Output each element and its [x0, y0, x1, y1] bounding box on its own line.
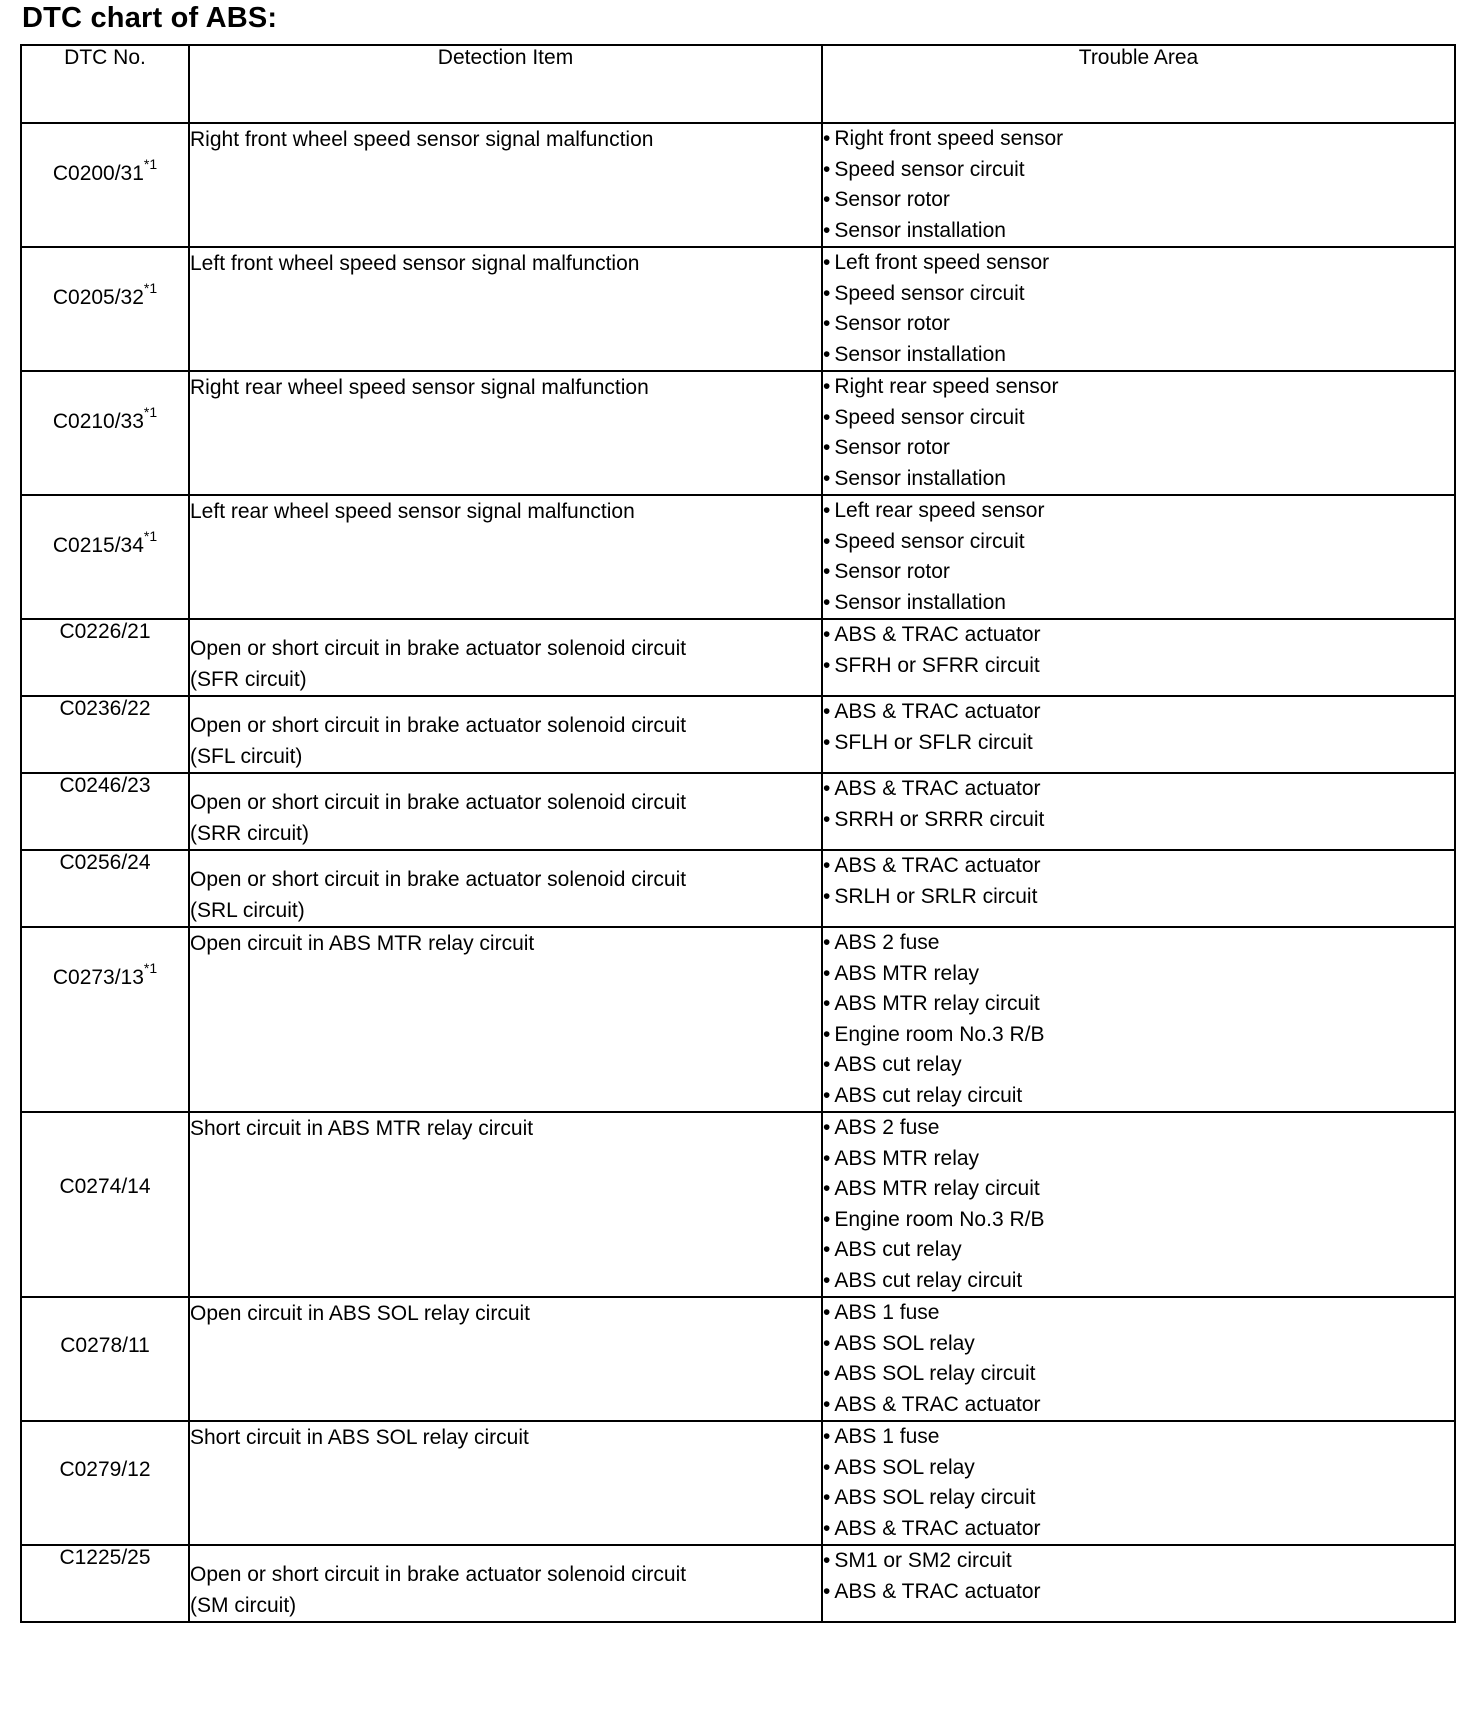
detection-item-cell	[189, 371, 822, 495]
trouble-area-item: • Left rear speed sensor	[823, 496, 1454, 527]
dtc-code-cell	[21, 495, 189, 619]
footnote-marker: *1	[143, 156, 158, 172]
trouble-area-item: • ABS SOL relay circuit	[823, 1483, 1454, 1514]
header-row	[21, 45, 1455, 123]
trouble-area-list	[823, 1546, 1454, 1607]
trouble-area-item: • Sensor installation	[823, 588, 1454, 619]
footnote-marker: *1	[143, 960, 158, 976]
trouble-area-item: • ABS 2 fuse	[823, 1113, 1454, 1144]
detection-item-line: (SFR circuit)	[190, 668, 307, 691]
trouble-area-list	[823, 851, 1454, 912]
page-title: DTC chart of ABS:	[22, 2, 278, 34]
footnote-marker: *1	[143, 528, 158, 544]
header-dtc-no: DTC No.	[21, 45, 189, 123]
detection-item-cell	[189, 1545, 822, 1622]
trouble-area-list	[823, 620, 1454, 681]
table-row	[21, 850, 1455, 927]
detection-item: Short circuit in ABS SOL relay circuit	[190, 1426, 529, 1449]
detection-item-cell	[189, 696, 822, 773]
trouble-area-list	[823, 928, 1454, 1111]
trouble-area-item: • Sensor installation	[823, 464, 1454, 495]
table-row	[21, 495, 1455, 619]
trouble-area-cell	[822, 696, 1455, 773]
trouble-area-list	[823, 496, 1454, 618]
detection-item: Right front wheel speed sensor signal malfunction	[190, 128, 654, 151]
trouble-area-item: • Sensor rotor	[823, 557, 1454, 588]
detection-item-cell	[189, 1297, 822, 1421]
detection-item: Open circuit in ABS SOL relay circuit	[190, 1302, 531, 1325]
table-row	[21, 696, 1455, 773]
table-row	[21, 371, 1455, 495]
dtc-code: C0273/13	[52, 966, 144, 989]
trouble-area-item: • Engine room No.3 R/B	[823, 1205, 1454, 1236]
trouble-area-item: • Sensor rotor	[823, 309, 1454, 340]
trouble-area-item: • SRRH or SRRR circuit	[823, 805, 1454, 836]
table-row	[21, 1297, 1455, 1421]
trouble-area-item: • ABS cut relay circuit	[823, 1081, 1454, 1112]
trouble-area-item: • ABS & TRAC actuator	[823, 774, 1454, 805]
trouble-area-cell	[822, 1421, 1455, 1545]
trouble-area-item: • Left front speed sensor	[823, 248, 1454, 279]
footnote-marker: *1	[143, 404, 158, 420]
trouble-area-item: • Sensor rotor	[823, 433, 1454, 464]
trouble-area-list	[823, 774, 1454, 835]
table-body	[21, 123, 1455, 1622]
detection-item: Right rear wheel speed sensor signal malfunction	[190, 376, 649, 399]
table-row	[21, 1545, 1455, 1622]
detection-item-cell	[189, 495, 822, 619]
trouble-area-cell	[822, 1112, 1455, 1297]
trouble-area-item: • Speed sensor circuit	[823, 155, 1454, 186]
trouble-area-list	[823, 1113, 1454, 1296]
trouble-area-item: • SFLH or SFLR circuit	[823, 728, 1454, 759]
trouble-area-cell	[822, 1297, 1455, 1421]
trouble-area-list	[823, 248, 1454, 370]
trouble-area-list	[823, 1422, 1454, 1544]
trouble-area-list	[823, 372, 1454, 494]
table-row	[21, 1421, 1455, 1545]
trouble-area-item: • Sensor installation	[823, 216, 1454, 247]
trouble-area-item: • Speed sensor circuit	[823, 527, 1454, 558]
detection-item: Open circuit in ABS MTR relay circuit	[190, 932, 535, 955]
dtc-code-cell	[21, 123, 189, 247]
dtc-code-cell	[21, 371, 189, 495]
trouble-area-item: • ABS SOL relay	[823, 1453, 1454, 1484]
trouble-area-cell	[822, 123, 1455, 247]
header-detection-item: Detection Item	[189, 45, 822, 123]
trouble-area-item: • ABS & TRAC actuator	[823, 1390, 1454, 1421]
dtc-code: C0210/33	[52, 410, 144, 433]
trouble-area-cell	[822, 850, 1455, 927]
trouble-area-item: • ABS & TRAC actuator	[823, 1514, 1454, 1545]
trouble-area-item: • Sensor rotor	[823, 185, 1454, 216]
detection-item-line: (SFL circuit)	[190, 745, 303, 768]
header-trouble-area: Trouble Area	[822, 45, 1455, 123]
detection-item-line: Open or short circuit in brake actuator solenoid circuit	[190, 637, 687, 660]
trouble-area-list	[823, 1298, 1454, 1420]
detection-item-line: (SRL circuit)	[190, 899, 305, 922]
trouble-area-item: • SM1 or SM2 circuit	[823, 1546, 1454, 1577]
table-row	[21, 927, 1455, 1112]
dtc-code-cell	[21, 850, 189, 927]
trouble-area-item: • ABS MTR relay	[823, 959, 1454, 990]
trouble-area-cell	[822, 495, 1455, 619]
trouble-area-item: • Speed sensor circuit	[823, 403, 1454, 434]
dtc-code-cell	[21, 773, 189, 850]
detection-item: Left front wheel speed sensor signal malfunction	[190, 252, 640, 275]
detection-item-cell	[189, 1421, 822, 1545]
trouble-area-item: • ABS 1 fuse	[823, 1422, 1454, 1453]
detection-item-line: Open or short circuit in brake actuator solenoid circuit	[190, 714, 687, 737]
dtc-code-cell	[21, 247, 189, 371]
dtc-code: C0246/23	[59, 774, 151, 797]
dtc-code-cell	[21, 1112, 189, 1297]
dtc-code: C0278/11	[60, 1334, 150, 1357]
dtc-code: C0279/12	[59, 1458, 151, 1481]
detection-item-line: Open or short circuit in brake actuator solenoid circuit	[190, 791, 687, 814]
trouble-area-list	[823, 697, 1454, 758]
detection-item: Short circuit in ABS MTR relay circuit	[190, 1117, 534, 1140]
trouble-area-item: • Speed sensor circuit	[823, 279, 1454, 310]
detection-item-line: (SRR circuit)	[190, 822, 309, 845]
table-row	[21, 619, 1455, 696]
trouble-area-item: • ABS SOL relay	[823, 1329, 1454, 1360]
dtc-code: C0256/24	[59, 851, 151, 874]
trouble-area-item: • Engine room No.3 R/B	[823, 1020, 1454, 1051]
trouble-area-item: • ABS 2 fuse	[823, 928, 1454, 959]
trouble-area-cell	[822, 371, 1455, 495]
trouble-area-cell	[822, 1545, 1455, 1622]
trouble-area-item: • ABS cut relay	[823, 1050, 1454, 1081]
dtc-code: C1225/25	[59, 1546, 151, 1569]
trouble-area-item: • ABS MTR relay circuit	[823, 1174, 1454, 1205]
dtc-code: C0200/31	[52, 162, 144, 185]
dtc-table	[20, 44, 1456, 1623]
trouble-area-item: • ABS cut relay circuit	[823, 1266, 1454, 1297]
trouble-area-cell	[822, 619, 1455, 696]
trouble-area-item: • Right front speed sensor	[823, 124, 1454, 155]
dtc-code-cell	[21, 1545, 189, 1622]
dtc-code-cell	[21, 619, 189, 696]
trouble-area-item: • SRLH or SRLR circuit	[823, 882, 1454, 913]
table-row	[21, 247, 1455, 371]
dtc-code-cell	[21, 1297, 189, 1421]
table-row	[21, 1112, 1455, 1297]
footnote-marker: *1	[143, 280, 158, 296]
detection-item-line: (SM circuit)	[190, 1594, 297, 1617]
trouble-area-item: • ABS MTR relay	[823, 1144, 1454, 1175]
detection-item-cell	[189, 247, 822, 371]
detection-item-cell	[189, 619, 822, 696]
trouble-area-item: • Right rear speed sensor	[823, 372, 1454, 403]
detection-item-line: Open or short circuit in brake actuator solenoid circuit	[190, 868, 687, 891]
trouble-area-item: • Sensor installation	[823, 340, 1454, 371]
dtc-code: C0236/22	[59, 697, 151, 720]
detection-item-cell	[189, 1112, 822, 1297]
trouble-area-item: • ABS & TRAC actuator	[823, 620, 1454, 651]
trouble-area-item: • SFRH or SFRR circuit	[823, 651, 1454, 682]
trouble-area-item: • ABS & TRAC actuator	[823, 697, 1454, 728]
dtc-code-cell	[21, 1421, 189, 1545]
detection-item-cell	[189, 123, 822, 247]
trouble-area-item: • ABS & TRAC actuator	[823, 851, 1454, 882]
trouble-area-item: • ABS cut relay	[823, 1235, 1454, 1266]
dtc-code: C0215/34	[52, 534, 144, 557]
detection-item-cell	[189, 927, 822, 1112]
table-row	[21, 123, 1455, 247]
dtc-code-cell	[21, 927, 189, 1112]
detection-item-cell	[189, 773, 822, 850]
dtc-code: C0205/32	[52, 286, 144, 309]
trouble-area-cell	[822, 247, 1455, 371]
detection-item: Left rear wheel speed sensor signal malfunction	[190, 500, 635, 523]
table-header	[21, 45, 1455, 123]
table-row	[21, 773, 1455, 850]
trouble-area-list	[823, 124, 1454, 246]
detection-item-line: Open or short circuit in brake actuator solenoid circuit	[190, 1563, 687, 1586]
trouble-area-item: • ABS 1 fuse	[823, 1298, 1454, 1329]
dtc-code: C0274/14	[59, 1175, 151, 1198]
detection-item-cell	[189, 850, 822, 927]
trouble-area-item: • ABS & TRAC actuator	[823, 1577, 1454, 1608]
trouble-area-item: • ABS MTR relay circuit	[823, 989, 1454, 1020]
trouble-area-item: • ABS SOL relay circuit	[823, 1359, 1454, 1390]
dtc-code: C0226/21	[59, 620, 151, 643]
trouble-area-cell	[822, 773, 1455, 850]
trouble-area-cell	[822, 927, 1455, 1112]
dtc-code-cell	[21, 696, 189, 773]
